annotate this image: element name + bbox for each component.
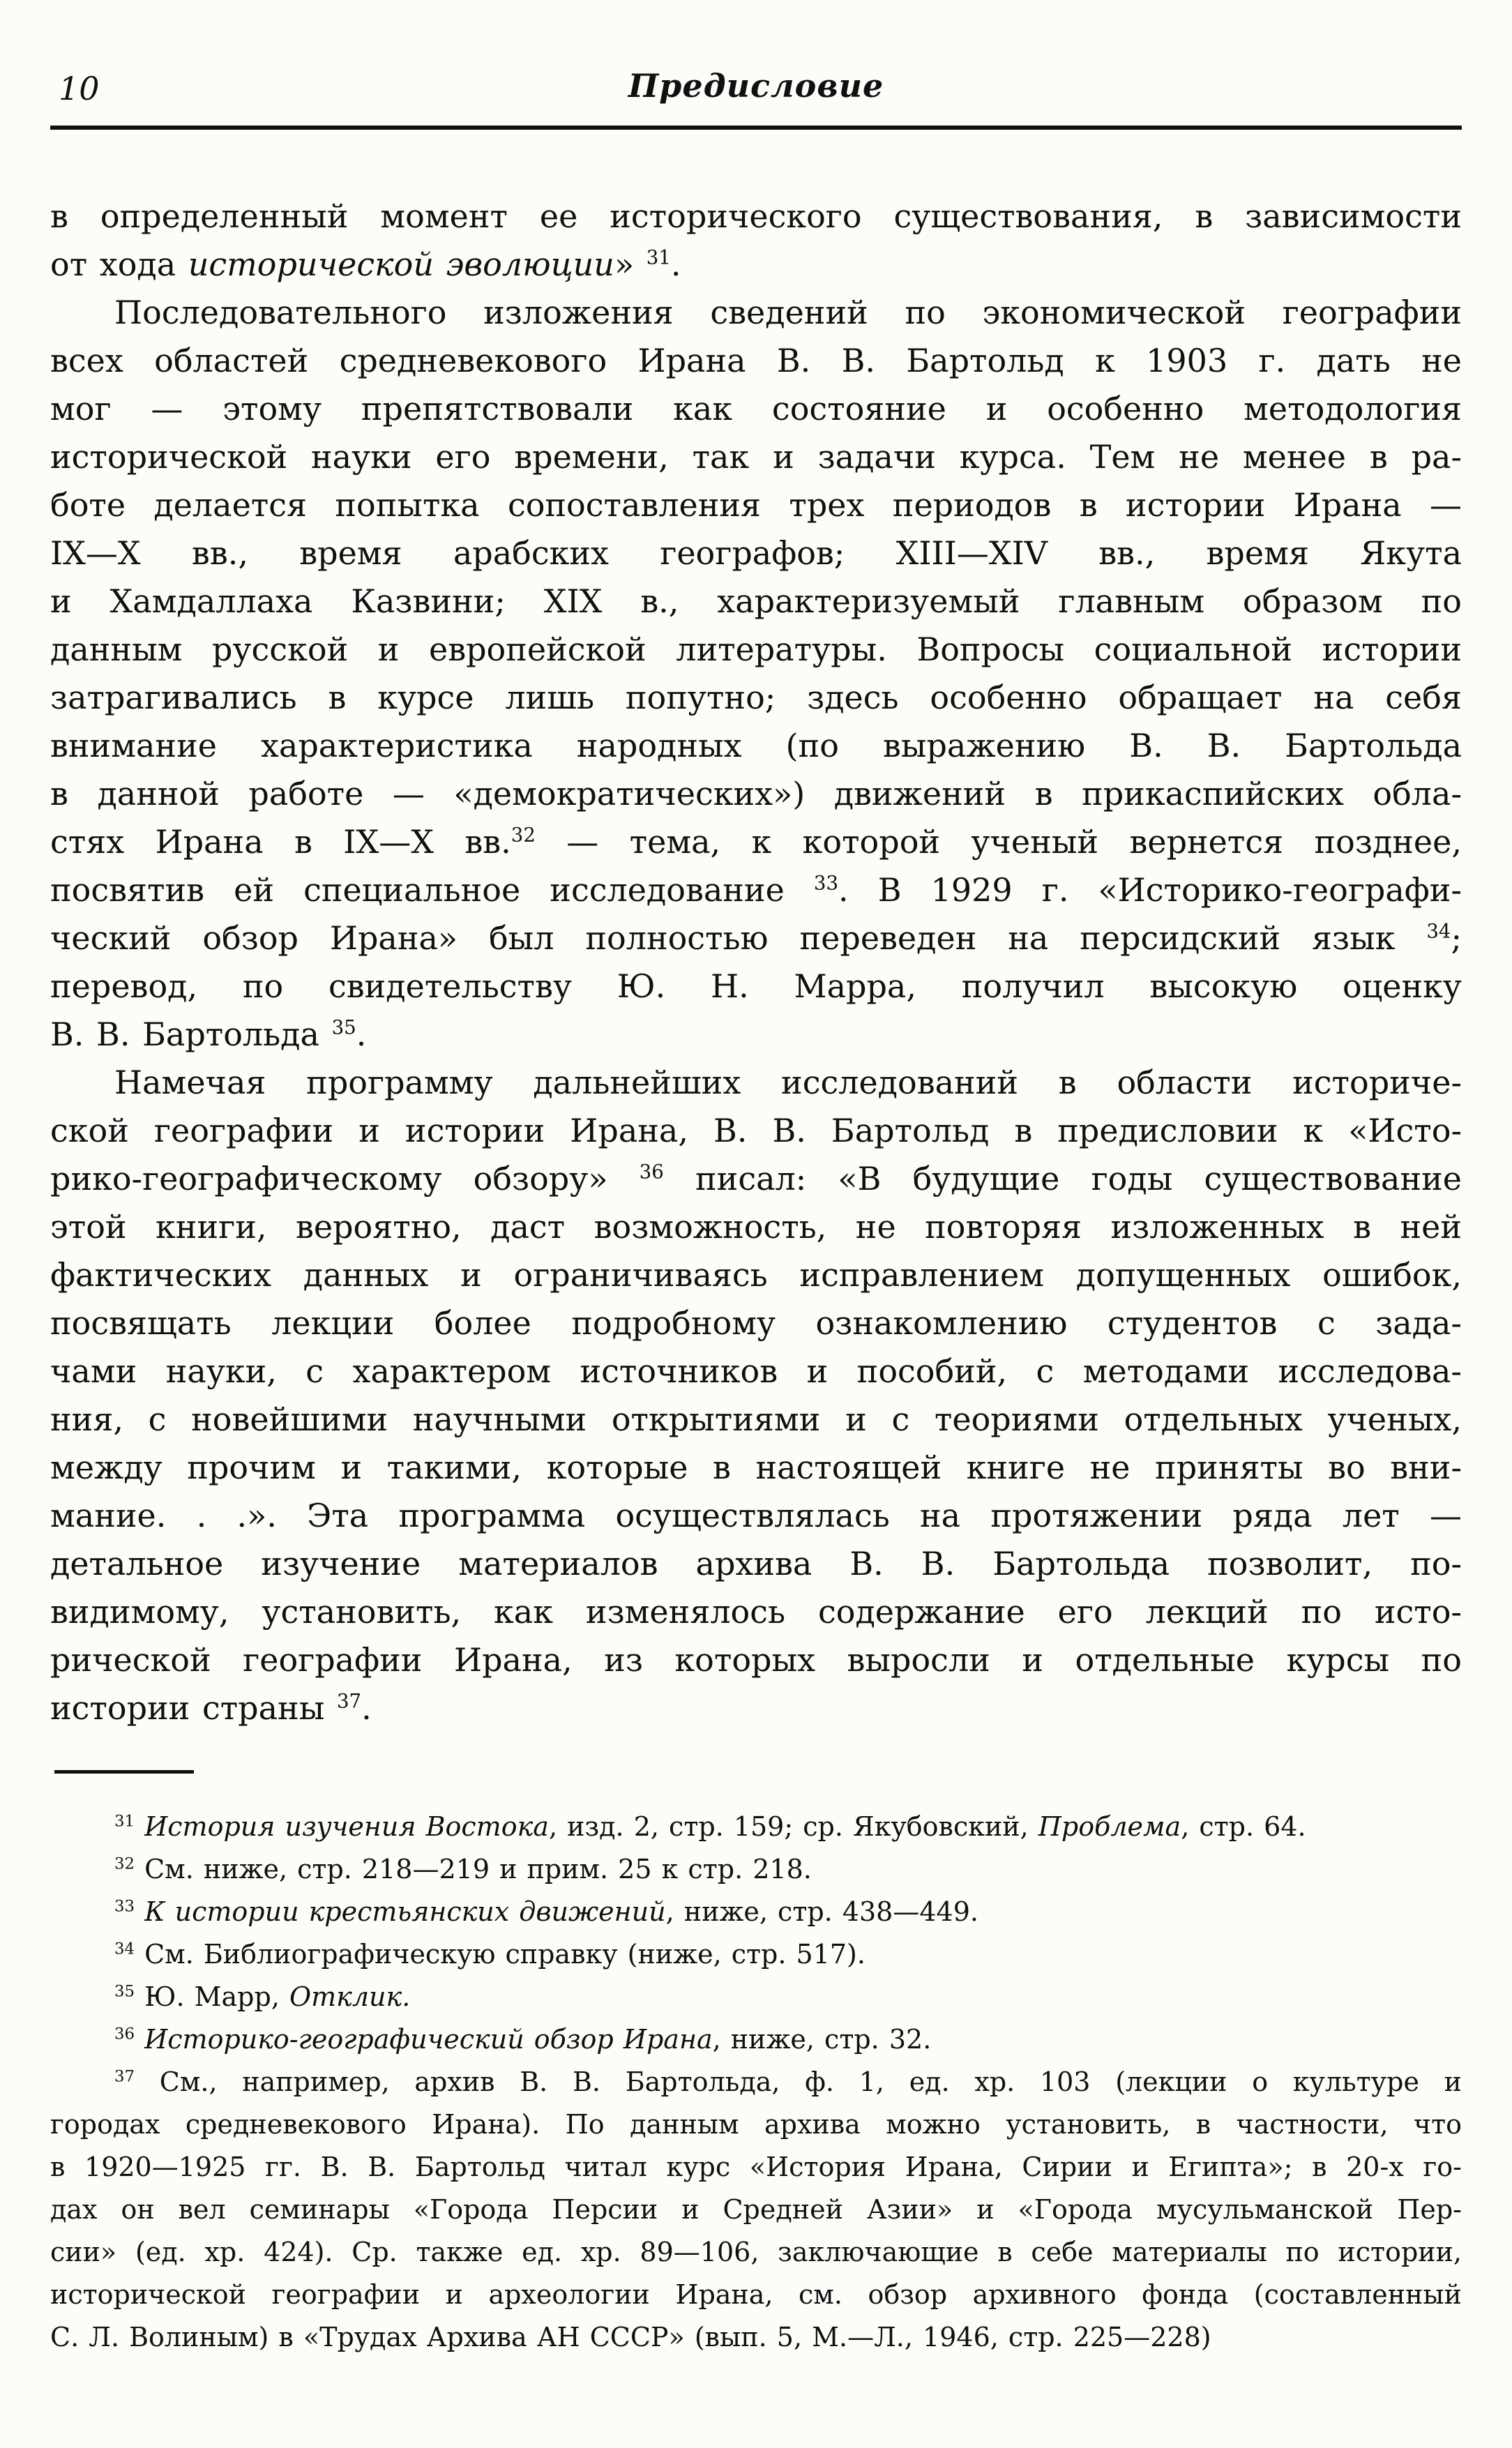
text-segment: Отклик. xyxy=(289,1981,411,2012)
text-line xyxy=(50,385,1462,433)
text-segment: рической географии Ирана, из которых выросли и отдельные курсы по xyxy=(50,1641,1462,1679)
footnote xyxy=(50,1806,1462,1848)
text-segment: — тема, к которой ученый вернется позднее, xyxy=(535,823,1462,861)
text-line xyxy=(50,1891,1462,1933)
text-segment: мание. . .». Эта программа осуществлялась на протяжении ряда лет — xyxy=(50,1497,1462,1534)
footnote-ref: 35 xyxy=(114,1982,135,2001)
footnote-ref: 32 xyxy=(511,823,536,847)
paragraph xyxy=(50,289,1462,1059)
text-segment: чами науки, с характером источников и пособий, с методами исследова- xyxy=(50,1352,1462,1390)
text-segment: фактических данных и ограничиваясь исправлением допущенных ошибок, xyxy=(50,1256,1462,1294)
text-line xyxy=(50,626,1462,674)
footnote-ref: 33 xyxy=(114,1897,135,1916)
text-line xyxy=(50,674,1462,722)
text-line xyxy=(50,2316,1462,2359)
text-segment: писал: «В будущие годы существование xyxy=(663,1160,1462,1197)
text-segment: См., например, архив В. В. Бартольда, ф. 1, ед. хр. 103 (лекции о культуре и xyxy=(135,2067,1462,2097)
text-line xyxy=(50,1933,1462,1976)
text-line xyxy=(50,1848,1462,1891)
footnote-ref: 36 xyxy=(639,1160,664,1184)
text-line xyxy=(50,1540,1462,1588)
text-segment xyxy=(135,2024,144,2055)
text-segment: посвятив ей специальное исследование xyxy=(50,871,814,909)
text-segment: Ю. Марр, xyxy=(135,1981,289,2012)
text-line xyxy=(50,577,1462,626)
text-line xyxy=(50,1806,1462,1848)
text-segment: мог — этому препятствовали как состояние и особенно методология xyxy=(50,390,1462,428)
text-line xyxy=(50,2061,1462,2103)
footnote-ref: 31 xyxy=(646,245,671,269)
text-line xyxy=(50,481,1462,529)
text-line xyxy=(50,1636,1462,1684)
text-line xyxy=(50,1251,1462,1299)
running-head: Предисловие xyxy=(628,67,884,105)
footnote-ref: 34 xyxy=(1426,919,1451,943)
text-segment: истории страны xyxy=(50,1689,337,1727)
text-line xyxy=(50,1684,1462,1732)
text-line xyxy=(50,770,1462,818)
text-line xyxy=(50,722,1462,770)
text-segment: городах средневекового Ирана). По данным архива можно установить, в частности, что xyxy=(50,2109,1462,2140)
text-segment: , ниже, стр. 438—449. xyxy=(665,1896,978,1927)
text-segment: между прочим и такими, которые в настоящей книге не приняты во вни- xyxy=(50,1449,1462,1486)
text-segment: видимому, установить, как изменялось содержание его лекций по исто- xyxy=(50,1593,1462,1631)
text-segment xyxy=(135,1811,144,1842)
text-line xyxy=(50,2146,1462,2189)
text-segment: в данной работе — «демократических») движений в прикаспийских обла- xyxy=(50,775,1462,813)
text-line xyxy=(50,1444,1462,1492)
text-segment: См. ниже, стр. 218—219 и прим. 25 к стр. 218. xyxy=(135,1854,812,1884)
text-segment: . В 1929 г. «Историко-географи- xyxy=(838,871,1462,909)
footnote xyxy=(50,2061,1462,2359)
paragraph xyxy=(50,192,1462,289)
text-line xyxy=(50,192,1462,241)
footnote-ref: 37 xyxy=(114,2067,135,2086)
text-segment: К истории крестьянских движений xyxy=(144,1896,666,1927)
text-line xyxy=(50,1155,1462,1203)
text-line xyxy=(50,1203,1462,1251)
footnote-ref: 37 xyxy=(336,1689,362,1713)
text-line xyxy=(50,1107,1462,1155)
text-segment: , ниже, стр. 32. xyxy=(712,2024,932,2055)
text-segment: в определенный момент ее исторического существования, в зависимости xyxy=(50,197,1462,235)
paragraph xyxy=(50,1059,1462,1732)
text-segment: , изд. 2, стр. 159; ср. Якубовский, xyxy=(548,1811,1038,1842)
text-segment: IX—X вв., время арабских географов; XIII—XIV вв., время Якута xyxy=(50,534,1462,572)
text-segment: . xyxy=(670,245,681,283)
footnotes xyxy=(50,1806,1462,2359)
text-segment: стях Ирана в IX—X вв. xyxy=(50,823,511,861)
text-line xyxy=(50,1299,1462,1347)
text-line xyxy=(50,1011,1462,1059)
text-segment: исторической эволюции xyxy=(188,245,614,283)
text-line xyxy=(50,2231,1462,2274)
text-line xyxy=(50,1492,1462,1540)
text-line xyxy=(50,1588,1462,1636)
footnote-ref: 35 xyxy=(331,1015,356,1039)
text-segment: В. В. Бартольда xyxy=(50,1015,332,1053)
text-segment: Проблема xyxy=(1038,1811,1181,1842)
text-line xyxy=(50,289,1462,337)
main-text xyxy=(50,192,1462,1732)
footnote-ref: 31 xyxy=(114,1812,135,1831)
text-line xyxy=(50,962,1462,1011)
text-line xyxy=(50,1347,1462,1396)
text-segment: детальное изучение материалов архива В. В. Бартольда позволит, по- xyxy=(50,1545,1462,1582)
text-segment: С. Л. Волиным) в «Трудах Архива АН СССР» (вып. 5, М.—Л., 1946, стр. 225—228) xyxy=(50,2322,1211,2352)
text-segment: ской географии и истории Ирана, В. В. Бартольд в предисловии к «Исто- xyxy=(50,1112,1462,1149)
text-line xyxy=(50,433,1462,481)
footnote xyxy=(50,1976,1462,2018)
text-segment: . xyxy=(356,1015,367,1053)
text-segment: ния, с новейшими научными открытиями и с теориями отдельных ученых, xyxy=(50,1400,1462,1438)
text-segment: дах он вел семинары «Города Персии и Средней Азии» и «Города мусульманской Пер- xyxy=(50,2194,1462,2225)
text-segment: Историко-географический обзор Ирана xyxy=(144,2024,713,2055)
text-segment: ; xyxy=(1451,919,1462,957)
footnote-ref: 34 xyxy=(114,1940,135,1958)
text-segment: посвящать лекции более подробному ознакомлению студентов с зада- xyxy=(50,1304,1462,1342)
text-line xyxy=(50,2103,1462,2146)
text-line xyxy=(50,337,1462,385)
text-segment: рико-географическому обзору» xyxy=(50,1160,640,1197)
text-line xyxy=(50,1976,1462,2018)
footnote-ref: 33 xyxy=(813,871,839,895)
text-segment xyxy=(135,1896,144,1927)
text-segment: . xyxy=(361,1689,372,1727)
footnote-separator-rule xyxy=(54,1770,194,1774)
text-segment: затрагивались в курсе лишь попутно; здесь особенно обращает на себя xyxy=(50,679,1462,716)
text-segment: ческий обзор Ирана» был полностью переведен на персидский язык xyxy=(50,919,1427,957)
text-segment: Последовательного изложения сведений по экономической географии xyxy=(114,294,1462,331)
text-line xyxy=(50,241,1462,289)
text-segment: » xyxy=(614,245,647,283)
text-segment: в 1920—1925 гг. В. В. Бартольд читал курс «История Ирана, Сирии и Египта»; в 20-х го- xyxy=(50,2152,1462,2182)
text-line xyxy=(50,2189,1462,2231)
page-header xyxy=(50,67,1462,110)
footnote xyxy=(50,1891,1462,1933)
text-line xyxy=(50,2274,1462,2316)
footnote xyxy=(50,1933,1462,1976)
footnote-ref: 36 xyxy=(114,2025,135,2043)
text-segment: См. Библиографическую справку (ниже, стр. 517). xyxy=(135,1939,865,1970)
text-segment: История изучения Востока xyxy=(144,1811,549,1842)
text-segment: и Хамдаллаха Казвини; XIX в., характеризуемый главным образом по xyxy=(50,582,1462,620)
header-rule xyxy=(50,126,1462,130)
page-number: 10 xyxy=(59,70,100,107)
text-segment: сии» (ед. хр. 424). Ср. также ед. хр. 89—106, заключающие в себе материалы по истории, xyxy=(50,2237,1462,2267)
text-segment: исторической науки его времени, так и задачи курса. Тем не менее в ра- xyxy=(50,438,1462,476)
text-line xyxy=(50,914,1462,962)
footnote-ref: 32 xyxy=(114,1854,135,1873)
text-line xyxy=(50,1059,1462,1107)
text-segment: исторической географии и археологии Ирана, см. обзор архивного фонда (составленный xyxy=(50,2279,1462,2310)
text-segment: внимание характеристика народных (по выражению В. В. Бартольда xyxy=(50,727,1462,764)
text-line xyxy=(50,1396,1462,1444)
text-segment: всех областей средневекового Ирана В. В. Бартольд к 1903 г. дать не xyxy=(50,342,1462,379)
footnote xyxy=(50,1848,1462,1891)
footnote xyxy=(50,2018,1462,2061)
text-segment: данным русской и европейской литературы. Вопросы социальной истории xyxy=(50,630,1462,668)
text-segment: боте делается попытка сопоставления трех периодов в истории Ирана — xyxy=(50,486,1462,524)
text-segment: этой книги, вероятно, даст возможность, не повторяя изложенных в ней xyxy=(50,1208,1462,1246)
text-segment: перевод, по свидетельству Ю. Н. Марра, получил высокую оценку xyxy=(50,967,1462,1005)
text-line xyxy=(50,2018,1462,2061)
text-line xyxy=(50,818,1462,866)
text-segment: Намечая программу дальнейших исследований в области историче- xyxy=(114,1064,1462,1101)
text-segment: от хода xyxy=(50,245,188,283)
text-line xyxy=(50,866,1462,914)
text-line xyxy=(50,529,1462,577)
text-segment: , стр. 64. xyxy=(1181,1811,1306,1842)
